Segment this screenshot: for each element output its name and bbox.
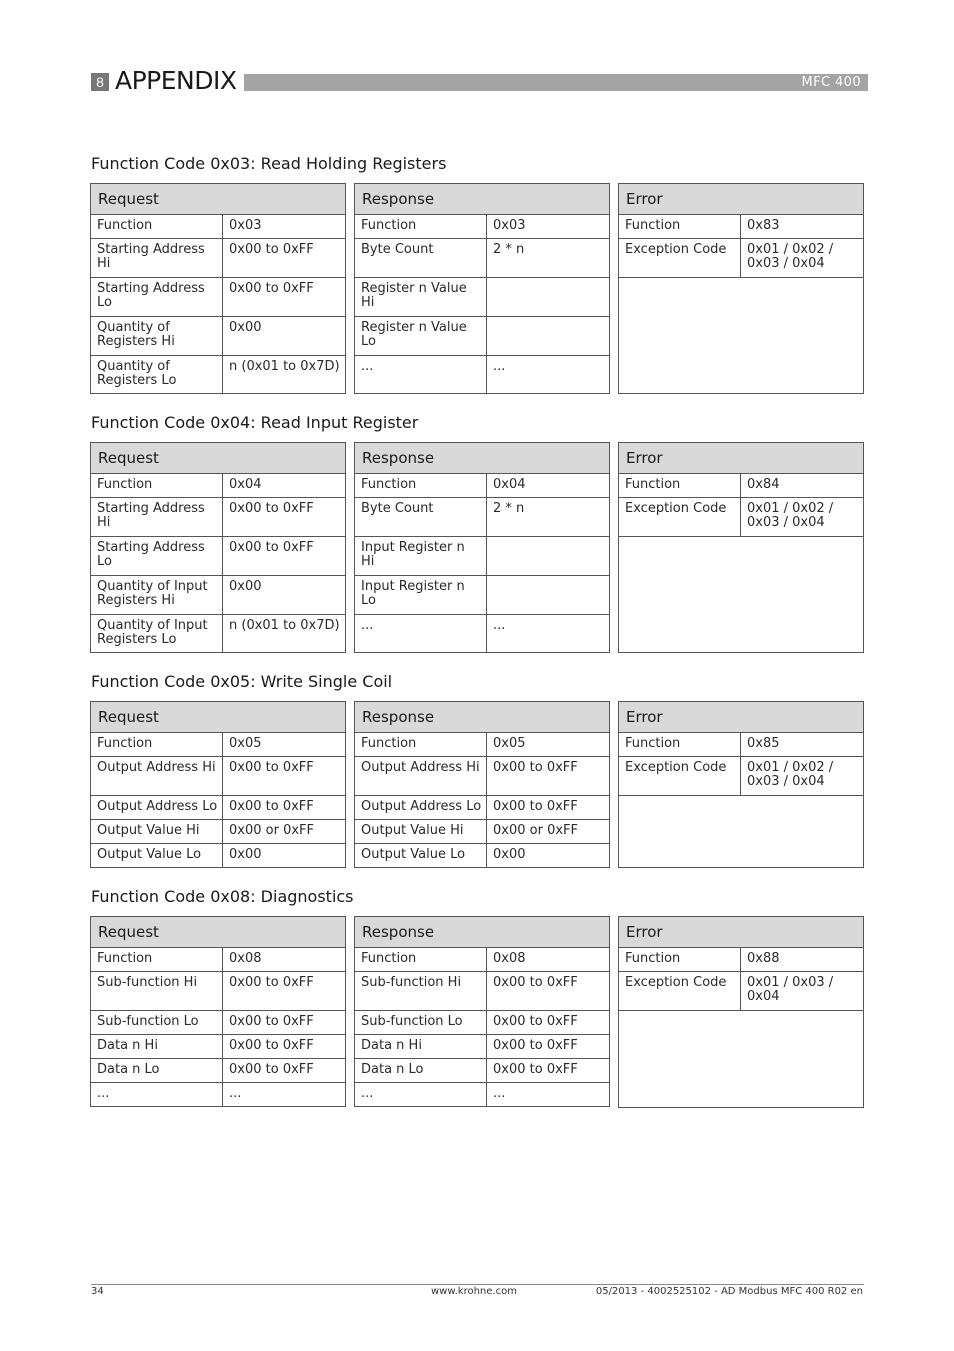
table-row [354, 215, 610, 239]
table-row [354, 1011, 610, 1035]
table-row [354, 239, 610, 278]
response-block [354, 183, 610, 394]
field-value-cell: 0x00 or 0xFF [493, 823, 578, 838]
table-row [354, 972, 610, 1011]
field-name-cell: Data n Lo [91, 1059, 223, 1082]
table-row [90, 757, 346, 796]
field-value-cell: 0x85 [747, 736, 780, 751]
section-title: Function Code 0x05: Write Single Coil [91, 672, 393, 691]
field-name-cell: Output Address Hi [355, 757, 487, 795]
field-value-cell: 2 * n [493, 242, 525, 257]
field-value-cell: 0x00 to 0xFF [493, 1062, 578, 1077]
table-row [90, 948, 346, 972]
response-block [354, 916, 610, 1107]
table-row [90, 474, 346, 498]
request-header: Request [90, 916, 346, 948]
field-name-cell: Function [355, 948, 487, 971]
request-header: Request [90, 701, 346, 733]
table-row [354, 356, 610, 394]
field-name-cell: Function [91, 215, 223, 238]
table-row [354, 820, 610, 844]
section-title: Function Code 0x08: Diagnostics [91, 887, 354, 906]
field-value-cell: 0x00 to 0xFF [229, 1038, 314, 1053]
field-value-cell: 0x00 to 0xFF [493, 799, 578, 814]
field-value-cell: 0x04 [493, 477, 526, 492]
request-block [90, 442, 346, 653]
table-row [90, 278, 346, 317]
field-value-cell: n (0x01 to 0x7D) [229, 359, 340, 374]
field-name-cell: Data n Hi [91, 1035, 223, 1058]
error-block [618, 701, 864, 868]
field-value-cell: 0x01 / 0x03 / 0x04 [747, 975, 834, 1004]
field-value-cell: 0x00 or 0xFF [229, 823, 314, 838]
table-row [354, 757, 610, 796]
chapter-title: APPENDIX [115, 66, 237, 95]
field-value-cell [487, 278, 609, 316]
field-name-cell: Data n Lo [355, 1059, 487, 1082]
field-value-cell: ... [493, 359, 506, 374]
field-name-cell: Sub-function Hi [355, 972, 487, 1010]
request-block [90, 183, 346, 394]
field-value-cell: ... [493, 618, 506, 633]
field-value-cell [487, 317, 609, 355]
field-name-cell: Output Value Lo [91, 844, 223, 867]
table-row [354, 278, 610, 317]
field-value-cell: 0x00 [229, 320, 262, 335]
chapter-number: 8 [91, 73, 109, 91]
field-value-cell: 0x03 [493, 218, 526, 233]
field-value-cell: 2 * n [493, 501, 525, 516]
field-name-cell: Function [91, 474, 223, 497]
field-name-cell: Sub-function Lo [91, 1011, 223, 1034]
field-value-cell: 0x00 [229, 847, 262, 862]
field-value-cell: 0x00 to 0xFF [229, 540, 314, 555]
field-name-cell: Register n Value Hi [355, 278, 487, 316]
field-name-cell: Starting Address Hi [91, 498, 223, 536]
field-value-cell: 0x00 to 0xFF [229, 1014, 314, 1029]
field-value-cell [487, 576, 609, 614]
field-name-cell: Output Address Hi [91, 757, 223, 795]
field-name-cell: Starting Address Lo [91, 278, 223, 316]
field-name-cell: Output Address Lo [355, 796, 487, 819]
field-name-cell: Input Register n Hi [355, 537, 487, 575]
field-value-cell: 0x04 [229, 477, 262, 492]
field-value-cell: 0x00 to 0xFF [493, 975, 578, 990]
table-row [618, 239, 864, 278]
field-name-cell: Function [355, 474, 487, 497]
field-name-cell: Function [619, 948, 741, 971]
field-name-cell: Exception Code [619, 972, 741, 1010]
response-header: Response [354, 183, 610, 215]
field-value-cell: 0x00 to 0xFF [229, 242, 314, 257]
table-row [354, 844, 610, 868]
table-row [354, 317, 610, 356]
table-row [90, 972, 346, 1011]
error-block [618, 442, 864, 653]
field-name-cell: Function [355, 733, 487, 756]
request-block [90, 916, 346, 1107]
field-name-cell: Output Address Lo [91, 796, 223, 819]
response-header: Response [354, 442, 610, 474]
response-header: Response [354, 701, 610, 733]
table-row [354, 537, 610, 576]
table-row [90, 820, 346, 844]
field-name-cell: Byte Count [355, 498, 487, 536]
table-row [90, 796, 346, 820]
table-row [354, 474, 610, 498]
field-name-cell: Function [91, 733, 223, 756]
table-row [618, 474, 864, 498]
error-block [618, 183, 864, 394]
request-header: Request [90, 442, 346, 474]
field-value-cell: 0x83 [747, 218, 780, 233]
field-value-cell: 0x00 to 0xFF [493, 1038, 578, 1053]
field-name-cell: ... [355, 356, 487, 393]
field-name-cell: Quantity of Registers Lo [91, 356, 223, 393]
field-name-cell: Output Value Hi [355, 820, 487, 843]
field-value-cell: 0x00 [229, 579, 262, 594]
field-name-cell: Sub-function Hi [91, 972, 223, 1010]
field-name-cell: Exception Code [619, 757, 741, 795]
error-empty-area [618, 1011, 864, 1108]
field-value-cell: n (0x01 to 0x7D) [229, 618, 340, 633]
field-name-cell: Function [619, 733, 741, 756]
table-row [90, 239, 346, 278]
field-value-cell: 0x03 [229, 218, 262, 233]
request-header: Request [90, 183, 346, 215]
table-row [354, 733, 610, 757]
response-header: Response [354, 916, 610, 948]
table-row [354, 615, 610, 653]
field-value-cell: 0x00 to 0xFF [229, 281, 314, 296]
table-row [90, 1035, 346, 1059]
table-row [90, 1059, 346, 1083]
field-name-cell: Byte Count [355, 239, 487, 277]
table-row [354, 796, 610, 820]
field-value-cell: ... [229, 1086, 242, 1101]
field-value-cell: 0x05 [493, 736, 526, 751]
field-name-cell: Quantity of Input Registers Lo [91, 615, 223, 652]
field-name-cell: ... [355, 1083, 487, 1106]
field-value-cell [487, 537, 609, 575]
table-row [90, 537, 346, 576]
error-header: Error [618, 701, 864, 733]
field-value-cell: 0x00 to 0xFF [229, 799, 314, 814]
field-value-cell: 0x00 to 0xFF [229, 1062, 314, 1077]
table-row [354, 498, 610, 537]
field-name-cell: Function [619, 474, 741, 497]
table-row [90, 317, 346, 356]
table-row [618, 733, 864, 757]
field-value-cell: 0x01 / 0x02 / 0x03 / 0x04 [747, 242, 834, 271]
table-row [354, 1083, 610, 1107]
field-name-cell: Function [355, 215, 487, 238]
field-name-cell: ... [355, 615, 487, 652]
table-row [90, 576, 346, 615]
error-empty-area [618, 278, 864, 394]
table-row [618, 972, 864, 1011]
field-name-cell: Register n Value Lo [355, 317, 487, 355]
table-row [354, 948, 610, 972]
table-row [90, 844, 346, 868]
field-name-cell: Quantity of Registers Hi [91, 317, 223, 355]
table-row [354, 1059, 610, 1083]
section-title: Function Code 0x04: Read Input Register [91, 413, 419, 432]
page-number: 34 [91, 1286, 104, 1297]
table-row [618, 948, 864, 972]
field-value-cell: 0x00 to 0xFF [493, 1014, 578, 1029]
table-row [618, 215, 864, 239]
field-name-cell: Exception Code [619, 239, 741, 277]
table-row [354, 576, 610, 615]
error-header: Error [618, 916, 864, 948]
field-value-cell: 0x00 to 0xFF [229, 501, 314, 516]
table-row [90, 1083, 346, 1107]
table-row [90, 615, 346, 653]
footer-rule [91, 1284, 864, 1285]
field-name-cell: ... [91, 1083, 223, 1106]
table-row [90, 356, 346, 394]
field-name-cell: Output Value Hi [91, 820, 223, 843]
response-block [354, 442, 610, 653]
field-value-cell: 0x00 to 0xFF [229, 760, 314, 775]
request-block [90, 701, 346, 868]
field-name-cell: Function [91, 948, 223, 971]
section-title: Function Code 0x03: Read Holding Registers [91, 154, 447, 173]
error-header: Error [618, 442, 864, 474]
field-name-cell: Sub-function Lo [355, 1011, 487, 1034]
field-name-cell: Input Register n Lo [355, 576, 487, 614]
table-row [354, 1035, 610, 1059]
field-name-cell: Starting Address Hi [91, 239, 223, 277]
field-value-cell: 0x88 [747, 951, 780, 966]
error-empty-area [618, 796, 864, 868]
page-header [91, 66, 868, 95]
field-value-cell: 0x08 [229, 951, 262, 966]
table-row [618, 498, 864, 537]
table-row [90, 498, 346, 537]
field-name-cell: Data n Hi [355, 1035, 487, 1058]
table-row [90, 1011, 346, 1035]
error-block [618, 916, 864, 1108]
table-row [90, 215, 346, 239]
field-value-cell: 0x01 / 0x02 / 0x03 / 0x04 [747, 501, 834, 530]
field-name-cell: Function [619, 215, 741, 238]
field-value-cell: 0x84 [747, 477, 780, 492]
table-row [618, 757, 864, 796]
error-header: Error [618, 183, 864, 215]
error-empty-area [618, 537, 864, 653]
field-value-cell: 0x00 to 0xFF [229, 975, 314, 990]
table-row [90, 733, 346, 757]
footer-doc-ref: 05/2013 - 4002525102 - AD Modbus MFC 400 R02 en [595, 1286, 863, 1297]
field-value-cell: ... [493, 1086, 506, 1101]
field-value-cell: 0x01 / 0x02 / 0x03 / 0x04 [747, 760, 834, 789]
header-bar [244, 74, 868, 91]
field-name-cell: Quantity of Input Registers Hi [91, 576, 223, 614]
field-value-cell: 0x00 [493, 847, 526, 862]
field-value-cell: 0x00 to 0xFF [493, 760, 578, 775]
field-name-cell: Exception Code [619, 498, 741, 536]
footer-website: www.krohne.com [431, 1286, 517, 1297]
field-value-cell: 0x05 [229, 736, 262, 751]
document-name: MFC 400 [801, 75, 861, 90]
response-block [354, 701, 610, 868]
field-name-cell: Starting Address Lo [91, 537, 223, 575]
field-value-cell: 0x08 [493, 951, 526, 966]
field-name-cell: Output Value Lo [355, 844, 487, 867]
